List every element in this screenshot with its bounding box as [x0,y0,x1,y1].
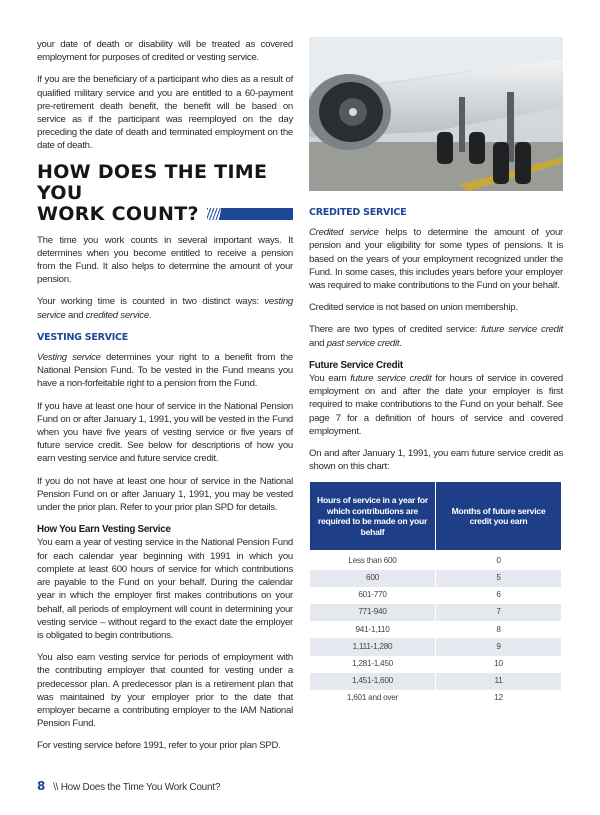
months-cell: 7 [436,604,561,621]
airplane-photo [309,37,563,191]
paragraph: Credited service helps to determine the amount of your pension and your eligibility for some types of pensions. It is based on the years of your employment recognized under the Fund. In some cases, this includes years before your employer was required to make contributions to the Fund on your behalf. [309,227,563,292]
table-row [310,552,561,569]
section-heading [37,162,293,225]
table-header-hours: Hours of service in a year for which contributions are required to be made on your behalf [310,482,435,552]
months-cell: 0 [496,555,501,565]
hours-cell: 1,601 and over [346,693,399,703]
table-header-months: Months of future service credit you earn [436,482,561,552]
months-cell: 8 [496,624,501,634]
hours-cell: 941-1,110 [355,624,390,634]
table-row [310,673,561,690]
table-row [310,587,561,604]
heading-line-2: WORK COUNT? [37,202,199,225]
paragraph: your date of death or disability will be treated as covered employment for purposes of credited or vesting service. [37,39,293,64]
page-number: 8 [37,778,46,793]
hours-cell: 771-940 [310,604,435,621]
left-column [37,37,293,795]
paragraph: Your working time is counted in two distinct ways: vesting service and credited service. [37,296,293,321]
vesting-service-heading: VESTING SERVICE [37,331,128,343]
credited-service-heading: CREDITED SERVICE [309,207,407,218]
table-row [310,604,561,621]
months-cell: 6 [496,590,501,600]
months-cell: 12 [494,693,503,703]
table-row [310,621,561,638]
paragraph: Credited service is not based on union membership. [309,302,518,314]
earn-vesting-heading: How You Earn Vesting Service [37,524,171,536]
months-cell: 11 [436,673,561,690]
hours-cell: 600 [310,570,435,587]
paragraph: If you have at least one hour of service in the National Pension Fund on or after January 1, 1991, you will be vested in the Fund when you have five years of vesting service or five years of future service credit. See below for descriptions of how you earn vesting service and future service credit. [37,400,293,465]
paragraph: The time you work counts in several important ways. It determines when you become entitled to receive a pension from the Fund. It also helps to determine the amount of your pension. [37,234,293,286]
heading-line-1: HOW DOES THE TIME YOU [37,160,268,204]
paragraph: If you do not have at least one hour of service in the National Pension Fund on or after January 1, 1991, you may be vested under the prior plan. Refer to your prior plan SPD for details. [37,475,293,514]
months-cell: 9 [436,638,561,655]
footer-separator: \\ [53,781,59,793]
future-service-credit-table [309,482,562,707]
hours-cell: Less than 600 [348,555,397,565]
table-row [310,638,561,655]
table-row [310,570,561,587]
paragraph: You also earn vesting service for periods of employment with the contributing employer that counted for vesting under a predecessor plan. A predecessor plan is a retirement plan that was maintained by your employer prior to the date that employer became a contributing employer to the IAM National Pension Fund. [37,652,293,730]
paragraph: For vesting service before 1991, refer to your prior plan SPD. [37,740,281,752]
months-cell: 10 [494,658,503,668]
hours-cell: 1,111-1,280 [310,638,435,655]
hours-cell: 1,451-1,600 [310,673,435,690]
paragraph: You earn future service credit for hours of service in covered employment on and after the date your employer is first required to make contributions to the Fund on your behalf. See page 7 for a definition of hours of service and covered employment. [309,373,563,437]
table-row [310,690,561,707]
paragraph: You earn a year of vesting service in the National Pension Fund for each calendar year beginning with 1991 in which you complete at least 600 hours of service for which contributions are payable to the Fund on your behalf. During the calendar year in which the employer first makes contributions on your behalf, all periods of employment will count in determining your vesting service – without regard to the exact date the employer is obligated to begin contributions. [37,537,293,641]
paragraph: Vesting service determines your right to a benefit from the National Pension Fund. To be vested in the Fund means you have a non-forfeitable right to a pension from the Fund. [37,352,293,390]
hours-cell: 1,281-1,450 [352,658,393,668]
table-row [310,656,561,673]
future-service-credit-heading: Future Service Credit [309,359,403,371]
months-cell: 5 [436,570,561,587]
paragraph: On and after January 1, 1991, you earn future service credit as shown on this chart: [309,448,563,473]
paragraph: There are two types of credited service: future service credit and past service credit. [309,324,563,349]
right-column [309,37,563,707]
hours-cell: 601-770 [358,590,387,600]
heading-accent-bar [207,208,293,220]
footer-title: How Does the Time You Work Count? [60,781,221,793]
paragraph: If you are the beneficiary of a participant who dies as a result of qualified military service and you are entitled to a 60-payment pre-retirement death benefit, the benefit will be based on service as if the participant was reemployed on the day preceding the date of death and terminated employment on the date of death. [37,74,293,152]
